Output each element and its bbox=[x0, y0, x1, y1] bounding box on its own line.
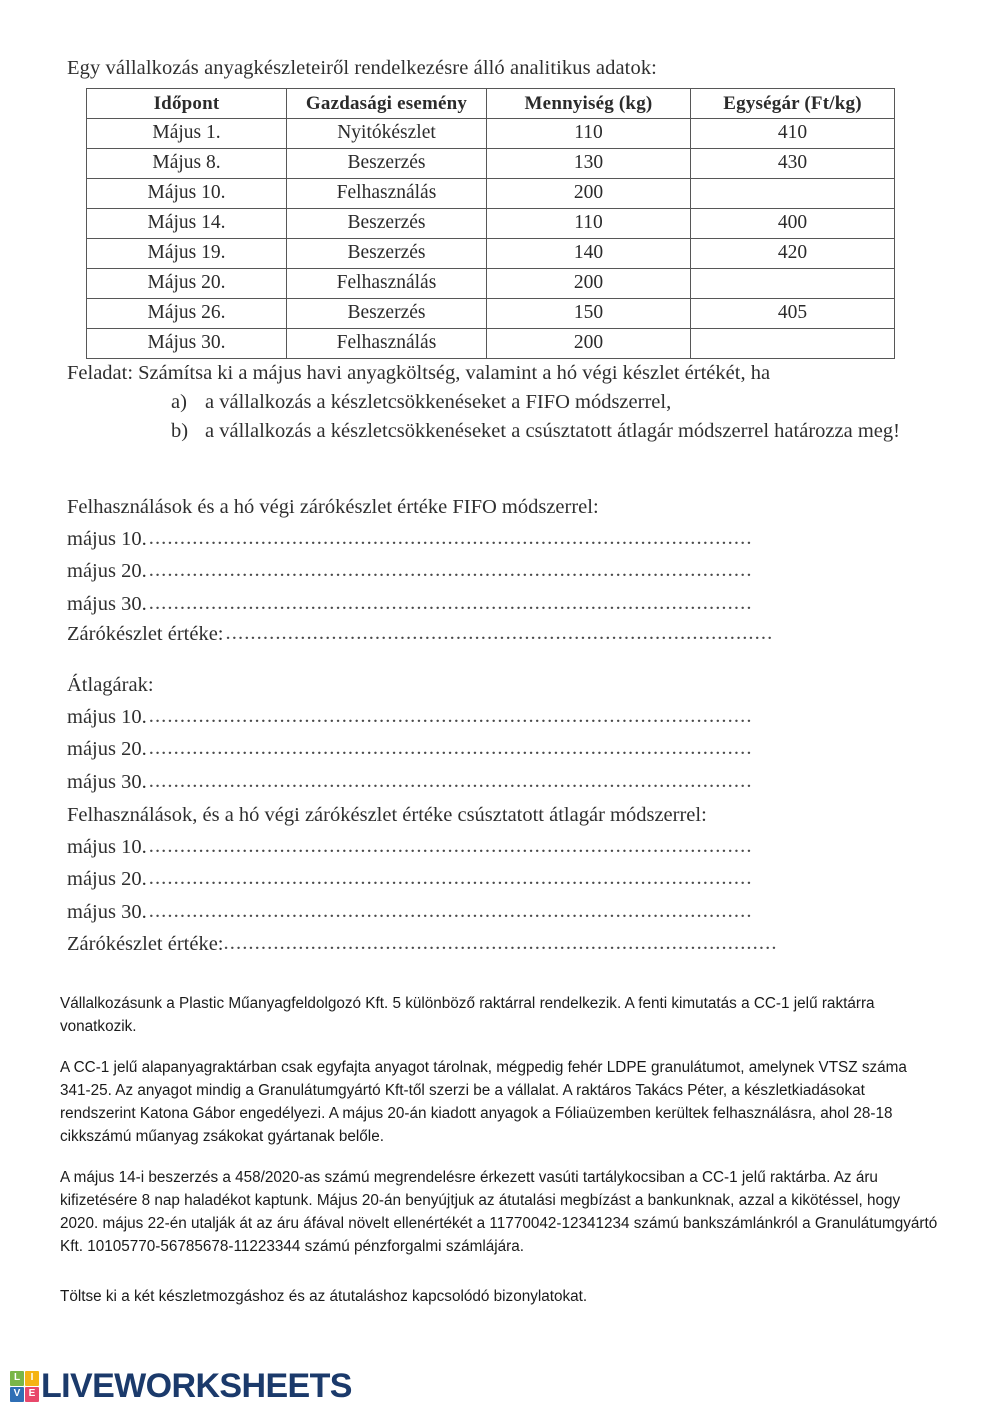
answer-blank[interactable]: ................................................................................................. bbox=[148, 704, 753, 727]
answer-line-mavg-may10[interactable] bbox=[67, 831, 927, 863]
cell-price bbox=[691, 269, 895, 299]
cell-date: Május 26. bbox=[87, 299, 287, 329]
cell-qty: 130 bbox=[487, 149, 691, 179]
document-body-text bbox=[60, 992, 940, 1308]
column-header-event: Gazdasági esemény bbox=[287, 89, 487, 119]
cell-qty: 200 bbox=[487, 179, 691, 209]
table-row bbox=[87, 299, 895, 329]
answer-label: május 30. bbox=[67, 592, 147, 615]
cell-event: Felhasználás bbox=[287, 269, 487, 299]
intro-line: Egy vállalkozás anyagkészleteiről rendelkezésre álló analitikus adatok: bbox=[67, 57, 657, 79]
cell-qty: 140 bbox=[487, 239, 691, 269]
table-header-row bbox=[87, 89, 895, 119]
cell-event: Beszerzés bbox=[287, 239, 487, 269]
inventory-data-table bbox=[86, 88, 895, 359]
answer-line-fifo-may30[interactable] bbox=[67, 588, 927, 620]
liveworksheets-logo[interactable] bbox=[10, 1366, 352, 1406]
task-item-b bbox=[171, 418, 995, 445]
answer-blank[interactable]: ................................................................................................. bbox=[148, 899, 753, 922]
cell-event: Felhasználás bbox=[287, 179, 487, 209]
cell-price: 420 bbox=[691, 239, 895, 269]
answer-blank[interactable]: ................................................................................................. bbox=[148, 591, 753, 614]
task-marker-b: b) bbox=[171, 419, 189, 442]
body-paragraph-3: A május 14-i beszerzés a 458/2020-as számú megrendelésre érkezett vasúti tartálykocsiban a CC-1 jelű raktárba. Az áru kifizetésére 8 nap haladékot kaptunk. Május 20-án benyújtjuk az átutalási megbízást a bankunknak, azzal a kikötéssel, hogy 2020. május 22-én utalják át az áru áfával növelt ellenértékét a 11770042-12341234 számú bankszámlánkról a Granulátumgyártó Kft. 10105770-56785678-11223344 számú pénzforgalmi számlájára. bbox=[60, 1168, 938, 1256]
cell-price bbox=[691, 179, 895, 209]
table-row bbox=[87, 179, 895, 209]
cell-price: 405 bbox=[691, 299, 895, 329]
cell-date: Május 20. bbox=[87, 269, 287, 299]
cell-qty: 150 bbox=[487, 299, 691, 329]
cell-qty: 200 bbox=[487, 329, 691, 359]
answer-line-closing-stock-average[interactable] bbox=[67, 928, 927, 960]
answer-blank[interactable]: ................................................................................................. bbox=[148, 559, 753, 582]
cell-qty: 200 bbox=[487, 269, 691, 299]
cell-qty: 110 bbox=[487, 209, 691, 239]
cell-event: Beszerzés bbox=[287, 299, 487, 329]
cell-date: Május 30. bbox=[87, 329, 287, 359]
answer-label: május 30. bbox=[67, 900, 147, 923]
answer-blank[interactable]: ......................................................................................... bbox=[223, 932, 778, 954]
answer-line-avg-may20[interactable] bbox=[67, 733, 927, 765]
table-row bbox=[87, 119, 895, 149]
cell-event: Beszerzés bbox=[287, 209, 487, 239]
table-row bbox=[87, 329, 895, 359]
inventory-data-table-wrapper bbox=[86, 88, 894, 359]
body-paragraph-1: Vállalkozásunk a Plastic Műanyagfeldolgozó Kft. 5 különböző raktárral rendelkezik. A fenti kimutatás a CC-1 jelű raktárra vonatkozik. bbox=[60, 995, 875, 1036]
answer-line-mavg-may30[interactable] bbox=[67, 896, 927, 928]
section-title-average-prices: Átlagárak: bbox=[67, 674, 154, 696]
section-title-moving-average: Felhasználások, és a hó végi zárókészlet értéke csúsztatott átlagár módszerrel: bbox=[67, 804, 707, 826]
table-row bbox=[87, 209, 895, 239]
answer-section-closing-stock-average bbox=[67, 928, 927, 960]
logo-letter-e-icon: E bbox=[25, 1387, 39, 1402]
answer-label: Zárókészlet értéke: bbox=[67, 933, 224, 955]
answer-line-mavg-may20[interactable] bbox=[67, 863, 927, 895]
answer-label: május 20. bbox=[67, 868, 147, 891]
answer-label: május 20. bbox=[67, 738, 147, 761]
answer-blank[interactable]: ................................................................................................. bbox=[148, 737, 753, 760]
section-title-fifo: Felhasználások és a hó végi zárókészlet értéke FIFO módszerrel: bbox=[67, 496, 599, 518]
cell-date: Május 8. bbox=[87, 149, 287, 179]
cell-price bbox=[691, 329, 895, 359]
liveworksheets-logo-mark bbox=[10, 1371, 39, 1402]
logo-letter-v-icon: V bbox=[10, 1387, 24, 1402]
cell-event: Beszerzés bbox=[287, 149, 487, 179]
answer-blank[interactable]: ................................................................................................. bbox=[148, 769, 753, 792]
answer-line-avg-may30[interactable] bbox=[67, 766, 927, 798]
answer-section-fifo bbox=[67, 492, 927, 620]
logo-letter-l-icon: L bbox=[10, 1371, 24, 1386]
task-heading: Feladat: Számítsa ki a május havi anyagköltség, valamint a hó végi készlet értékét, ha bbox=[67, 362, 771, 384]
body-instruction: Töltse ki a két készletmozgáshoz és az átutaláshoz kapcsolódó bizonylatokat. bbox=[60, 1287, 588, 1305]
task-marker-a: a) bbox=[171, 391, 187, 414]
table-row bbox=[87, 269, 895, 299]
body-paragraph-2: A CC-1 jelű alapanyagraktárban csak egyfajta anyagot tárolnak, mégpedig fehér LDPE granulátumot, amelynek VTSZ száma 341-25. Az anyagot mindig a Granulátumgyártó Kft-től szerzi be a vállalat. A raktáros Takács Péter, a készletkiadásokat rendszerint Katona Gábor engedélyezi. A május 20-án kiadott anyagok a Fóliaüzemben kerültek felhasználásra, ahol 28-18 cikkszámú műanyag zsákokat gyártanak belőle. bbox=[60, 1058, 907, 1146]
liveworksheets-wordmark: LIVEWORKSHEETS bbox=[41, 1367, 352, 1405]
column-header-qty: Mennyiség (kg) bbox=[487, 89, 691, 119]
answer-label: május 10. bbox=[67, 705, 147, 728]
answer-blank[interactable]: ................................................................................................. bbox=[148, 526, 753, 549]
answer-label: május 10. bbox=[67, 527, 147, 550]
task-text-b: a vállalkozás a készletcsökkenéseket a csúsztatott átlagár módszerrel határozza meg! bbox=[205, 419, 900, 442]
cell-price: 400 bbox=[691, 209, 895, 239]
answer-section-closing-stock-fifo bbox=[67, 618, 927, 650]
cell-qty: 110 bbox=[487, 119, 691, 149]
answer-blank[interactable]: ................................................................................................. bbox=[148, 834, 753, 857]
logo-letter-i-icon: I bbox=[25, 1371, 39, 1386]
answer-line-fifo-may20[interactable] bbox=[67, 555, 927, 587]
answer-blank[interactable]: ................................................................................................. bbox=[148, 867, 753, 890]
cell-price: 430 bbox=[691, 149, 895, 179]
table-row bbox=[87, 149, 895, 179]
column-header-price: Egységár (Ft/kg) bbox=[691, 89, 895, 119]
task-item-list bbox=[67, 389, 947, 445]
cell-price: 410 bbox=[691, 119, 895, 149]
answer-section-average-prices bbox=[67, 670, 927, 798]
cell-event: Felhasználás bbox=[287, 329, 487, 359]
cell-date: Május 14. bbox=[87, 209, 287, 239]
answer-label: Zárókészlet értéke: bbox=[67, 623, 224, 645]
cell-date: Május 10. bbox=[87, 179, 287, 209]
answer-line-avg-may10[interactable] bbox=[67, 701, 927, 733]
answer-label: május 10. bbox=[67, 835, 147, 858]
cell-event: Nyitókészlet bbox=[287, 119, 487, 149]
answer-label: május 30. bbox=[67, 770, 147, 793]
task-item-a bbox=[171, 389, 947, 416]
cell-date: Május 19. bbox=[87, 239, 287, 269]
answer-label: május 20. bbox=[67, 560, 147, 583]
answer-section-moving-average bbox=[67, 800, 927, 928]
cell-date: Május 1. bbox=[87, 119, 287, 149]
column-header-date: Időpont bbox=[87, 89, 287, 119]
answer-blank[interactable]: ........................................................................................ bbox=[225, 622, 774, 644]
answer-line-fifo-may10[interactable] bbox=[67, 523, 927, 555]
table-row bbox=[87, 239, 895, 269]
task-text-a: a vállalkozás a készletcsökkenéseket a FIFO módszerrel, bbox=[205, 391, 672, 414]
answer-line-closing-stock-fifo[interactable] bbox=[67, 618, 927, 650]
task-block bbox=[67, 360, 947, 446]
